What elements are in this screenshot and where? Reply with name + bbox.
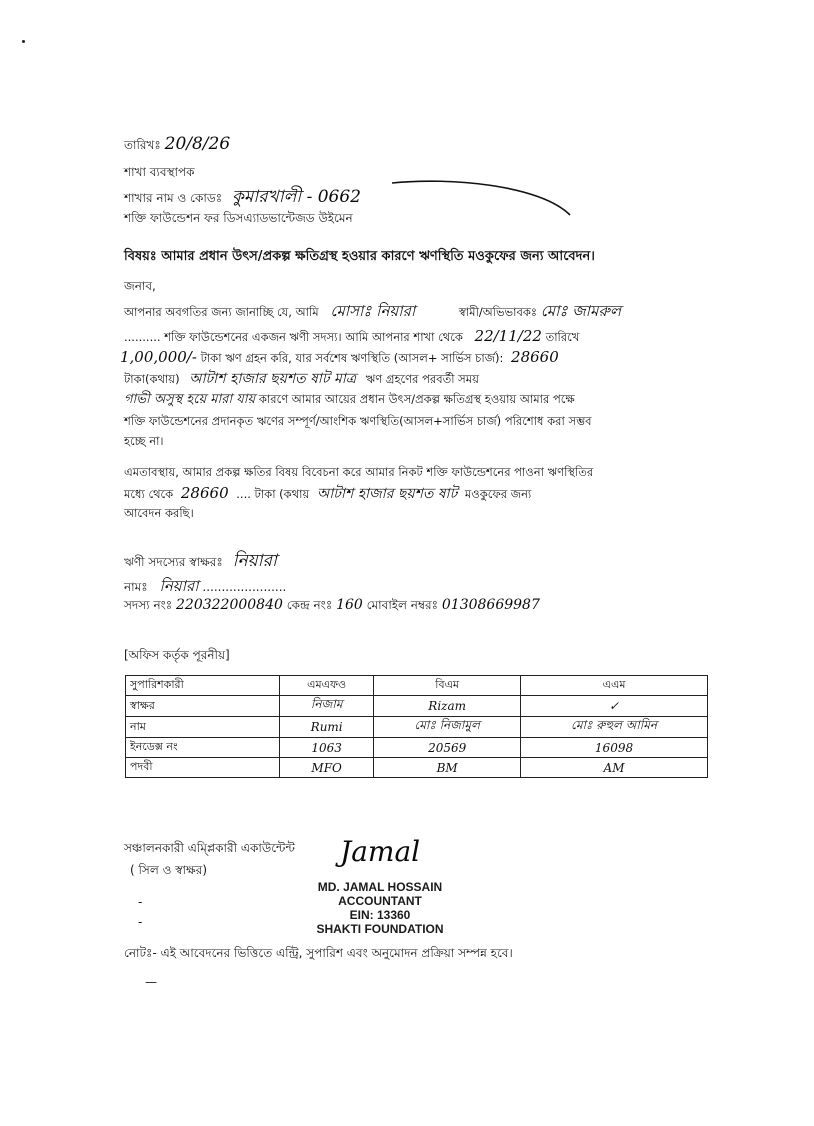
body-line-4 [124,370,479,389]
body-line-7: হচ্ছে না। [124,434,164,448]
waiver-amount-hand: 28660 [180,484,229,502]
center-label: কেন্দ্র নংঃ [286,598,333,612]
body-line-2: .......... শক্তি ফাউন্ডেশনের একজন ঋণী সদস্য। আমি আপনার শাখা থেকে 22/11/22 তারিখে [124,327,580,345]
table-cell: Rizam [374,696,521,717]
dash-mark: — [145,975,157,989]
body-line-6: শক্তি ফাউন্ডেশনের প্রদানকৃত ঋণের সম্পূর্ণ/আংশিক ঋণস্থিতি(আসল+সার্ভিস চার্জ) পরিশোধ করা সম্ভব [124,414,592,428]
body-text: শক্তি ফাউন্ডেশনের একজন ঋণী সদস্য। আমি আপনার শাখা থেকে [164,330,463,344]
request-line-1: এমতাবস্থায়, আমার প্রকল্প ক্ষতির বিষয় বিবেচনা করে আমার নিকট শক্তি ফাউন্ডেশনের পাওনা ঋণস্থিতির [124,465,594,479]
name-label: নামঃ [124,580,148,594]
row-label: স্বাক্ষর [126,696,280,717]
row-label: নাম [126,717,280,738]
body-text: তারিখে [545,330,580,344]
member-id-row [124,597,540,617]
member-name-hand: মোসাঃ নিয়ারা [330,302,416,320]
loan-amount-hand: 1,00,000/- [120,348,197,366]
table-row [126,738,708,758]
table-cell: ✓ [521,696,708,717]
body-text: টাকা (কথায় [254,487,310,501]
accountant-signature: Jamal [340,835,421,868]
balance-hand: 28660 [511,348,559,366]
stamp-title: ACCOUNTANT [338,894,422,908]
body-text: টাকা(কথায়) [124,372,180,386]
body-text: কারণে আমার আয়ের প্রধান উৎস/প্রকল্প ক্ষতিগ্রস্থ হওয়ায় আমার পক্ষে [258,392,575,406]
table-row [126,696,708,717]
salutation: জনাব, [124,279,156,293]
guardian-hand: মোঃ জামরুল [540,302,622,320]
waiver-words-hand: আটাশ হাজার ছয়শত ষাট [316,486,458,502]
branch-underline-stroke [390,175,580,225]
table-cell: 1063 [280,738,374,758]
signature-label: ঋণী সদস্যের স্বাক্ষরঃ [124,555,223,569]
loan-date-hand: 22/11/22 [474,327,542,345]
center-value: 160 [336,597,363,613]
table-header: সুপারিশকারী [126,676,280,696]
table-cell: Rumi [280,717,374,738]
branch-label: শাখার নাম ও কোডঃ [124,191,223,205]
table-cell: 16098 [521,738,708,758]
body-line-1 [124,302,714,322]
speck-mark [22,40,25,43]
body-line-3 [120,348,559,368]
request-line-3: আবেদন করছি। [124,506,194,520]
table-header-row [126,676,708,696]
table-cell: AM [521,758,708,778]
id-label: সদস্য নংঃ [124,598,173,612]
table-cell: MFO [280,758,374,778]
table-header: এএম [521,676,708,696]
body-text: মওকুফের জন্য [464,487,532,501]
table-header: এমএফও [280,676,374,696]
table-cell: নিজাম [280,696,374,717]
balance-words-hand: আটাশ হাজার ছয়শত ষাট মাত্র [189,371,357,387]
stamp-ein: EIN: 13360 [349,908,411,922]
sanction-label: সঞ্চালনকারী এম্প্লিকারী একাউন্টেন্ট [124,841,295,855]
body-text: আপনার অবগতির জন্য জানাচ্ছি যে, আমি [124,305,319,319]
mobile-label: মোবাইল নম্বরঃ [366,598,439,612]
table-cell: মোঃ রুহুল আমিন [521,717,708,738]
date-value: 20/8/26 [164,134,231,154]
stamp-org: SHAKTI FOUNDATION [316,922,444,936]
date-row [124,134,230,157]
member-signature-row [124,548,277,576]
footer-note: নোটঃ- এই আবেদনের ভিত্তিতে এন্ট্রি, সুপারিশ এবং অনুমোদন প্রক্রিয়া সম্পন্ন হবে। [124,946,513,960]
body-text: মধ্যে থেকে [124,487,174,501]
body-line-5 [124,390,575,409]
date-label: তারিখঃ [124,138,161,152]
mobile-value: 01308669987 [441,597,540,613]
request-line-2: মধ্যে থেকে 28660 .... টাকা (কথায় আটাশ হাজার ছয়শত ষাট মওকুফের জন্য [124,484,532,502]
member-name-value: নিয়ারা [159,577,199,595]
table-row [126,717,708,738]
table-cell: 20569 [374,738,521,758]
body-text: টাকা ঋণ গ্রহন করি, যার সর্বশেষ ঋণস্থিতি (আসল+ সার্ভিস চার্জ): [200,351,504,365]
member-id-value: 220322000840 [176,597,283,613]
table-header: বিএম [374,676,521,696]
member-name-row: নামঃ নিয়ারা ...................... [124,577,287,595]
stamp-name: MD. JAMAL HOSSAIN [317,880,443,894]
branch-value: কুমারখালী - 0662 [231,187,361,207]
branch-manager: শাখা ব্যবস্থাপক [124,165,195,179]
table-cell: মোঃ নিজামুল [374,717,521,738]
body-text: ঋণ গ্রহণের পরবর্তী সময় [365,372,479,386]
body-text: স্বামী/অভিভাবকঃ [458,305,538,319]
sanction-sub: ( সিল ও স্বাক্ষর) [130,863,208,877]
accountant-stamp [305,880,455,936]
approval-table [125,675,708,778]
subject-line: বিষয়ঃ আমার প্রধান উৎস/প্রকল্প ক্ষতিগ্রস্থ হওয়ার কারণে ঋণস্থিতি মওকুফের জন্য আবেদন। [124,249,595,264]
table-row [126,758,708,778]
branch-row [124,184,361,212]
reason-hand: গাভী অসুস্থ হয়ে মারা যায় [124,392,256,407]
dash-mark: - [138,915,143,929]
row-label: পদবী [126,758,280,778]
office-use-label: [অফিস কর্তৃক পূরনীয়] [124,648,230,662]
member-signature: নিয়ারা [232,551,277,571]
row-label: ইনডেক্স নং [126,738,280,758]
table-cell: BM [374,758,521,778]
dash-mark: - [138,895,143,909]
org-line: শক্তি ফাউন্ডেশন ফর ডিসএ্যাডভান্টেজড উইমেন [124,211,353,225]
